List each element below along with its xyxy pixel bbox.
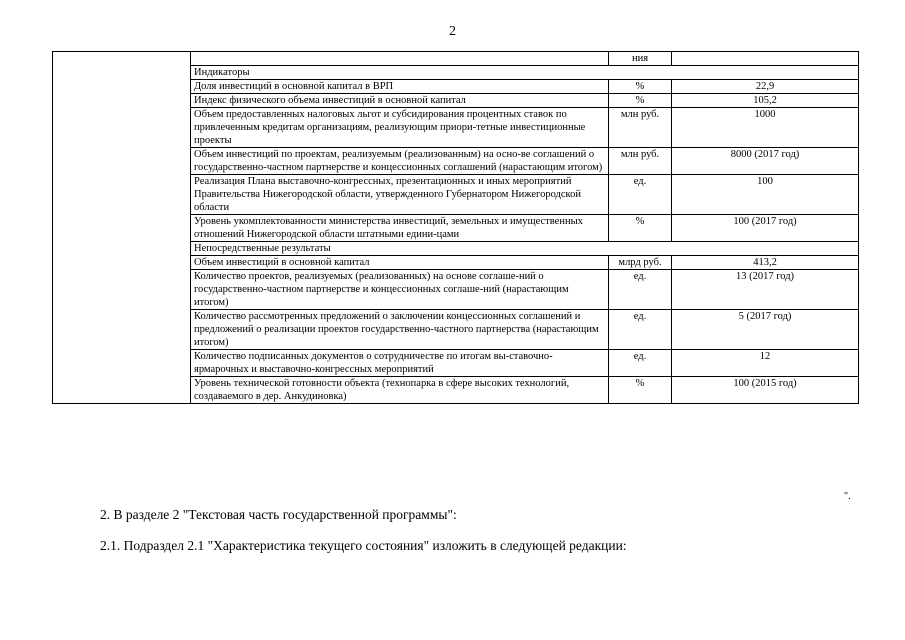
section-title: Индикаторы [191, 66, 859, 80]
value-cell: 13 (2017 год) [672, 270, 859, 310]
unit-cell: млн руб. [609, 148, 672, 175]
unit-cell: % [609, 215, 672, 242]
indicator-name-cell: Объем инвестиций в основной капитал [191, 256, 609, 270]
header-empty-cell [191, 52, 609, 66]
value-cell: 5 (2017 год) [672, 310, 859, 350]
paragraph-section-2: 2. В разделе 2 "Текстовая часть государственной программы": [100, 507, 457, 522]
unit-cell: млрд руб. [609, 256, 672, 270]
unit-cell: % [609, 94, 672, 108]
indicators-table [52, 51, 859, 404]
indicator-name-cell: Уровень укомплектованности министерства инвестиций, земельных и имущественных отношений Нижегородской области штатными едини-цами [191, 215, 609, 242]
table-header-row [53, 52, 859, 66]
value-cell: 12 [672, 350, 859, 377]
indicator-name-cell: Количество проектов, реализуемых (реализованных) на основе соглаше-ний о государственно-частном партнерстве и концессионных соглаше-ний (нарастающим итогом) [191, 270, 609, 310]
value-cell: 1000 [672, 108, 859, 148]
section-title: Непосредственные результаты [191, 242, 859, 256]
value-cell: 413,2 [672, 256, 859, 270]
closing-quote: ". [844, 491, 851, 502]
page-number: 2 [449, 24, 456, 39]
value-cell: 100 [672, 175, 859, 215]
indicator-name-cell: Количество рассмотренных предложений о заключении концессионных соглашений и предложений о реализации проектов государственно-частного партнерства (нарастающим итогом) [191, 310, 609, 350]
unit-cell: млн руб. [609, 108, 672, 148]
indicator-name-cell: Индекс физического объема инвестиций в основной капитал [191, 94, 609, 108]
value-cell: 105,2 [672, 94, 859, 108]
paragraph-subsection-2-1: 2.1. Подраздел 2.1 "Характеристика текущего состояния" изложить в следующей редакции: [100, 538, 627, 553]
header-empty-value-cell [672, 52, 859, 66]
indicator-name-cell: Количество подписанных документов о сотрудничестве по итогам вы-ставочно-ярмарочных и выставочно-конгрессных мероприятий [191, 350, 609, 377]
left-empty-column [53, 52, 191, 404]
indicator-name-cell: Реализация Плана выставочно-конгрессных, презентационных и иных мероприятий Правительства Нижегородской области, утвержденного Губернатором Нижегородской области [191, 175, 609, 215]
value-cell: 100 (2015 год) [672, 377, 859, 404]
value-cell: 8000 (2017 год) [672, 148, 859, 175]
unit-cell: ед. [609, 310, 672, 350]
value-cell: 100 (2017 год) [672, 215, 859, 242]
indicator-name-cell: Уровень технической готовности объекта (технопарка в сфере высоких технологий, создаваемого в дер. Анкудиновка) [191, 377, 609, 404]
indicator-name-cell: Объем предоставленных налоговых льгот и субсидирования процентных ставок по привлеченным кредитам организациям, реализующим приори-тетные инвестиционные проекты [191, 108, 609, 148]
value-cell: 22,9 [672, 80, 859, 94]
indicator-name-cell: Доля инвестиций в основной капитал в ВРП [191, 80, 609, 94]
header-fragment-cell: ния [609, 52, 672, 66]
unit-cell: % [609, 80, 672, 94]
unit-cell: ед. [609, 175, 672, 215]
unit-cell: ед. [609, 350, 672, 377]
unit-cell: ед. [609, 270, 672, 310]
unit-cell: % [609, 377, 672, 404]
indicator-name-cell: Объем инвестиций по проектам, реализуемым (реализованным) на осно-ве соглашений о государственно-частном партнерстве и концессионных соглашений (нарастающим итогом) [191, 148, 609, 175]
